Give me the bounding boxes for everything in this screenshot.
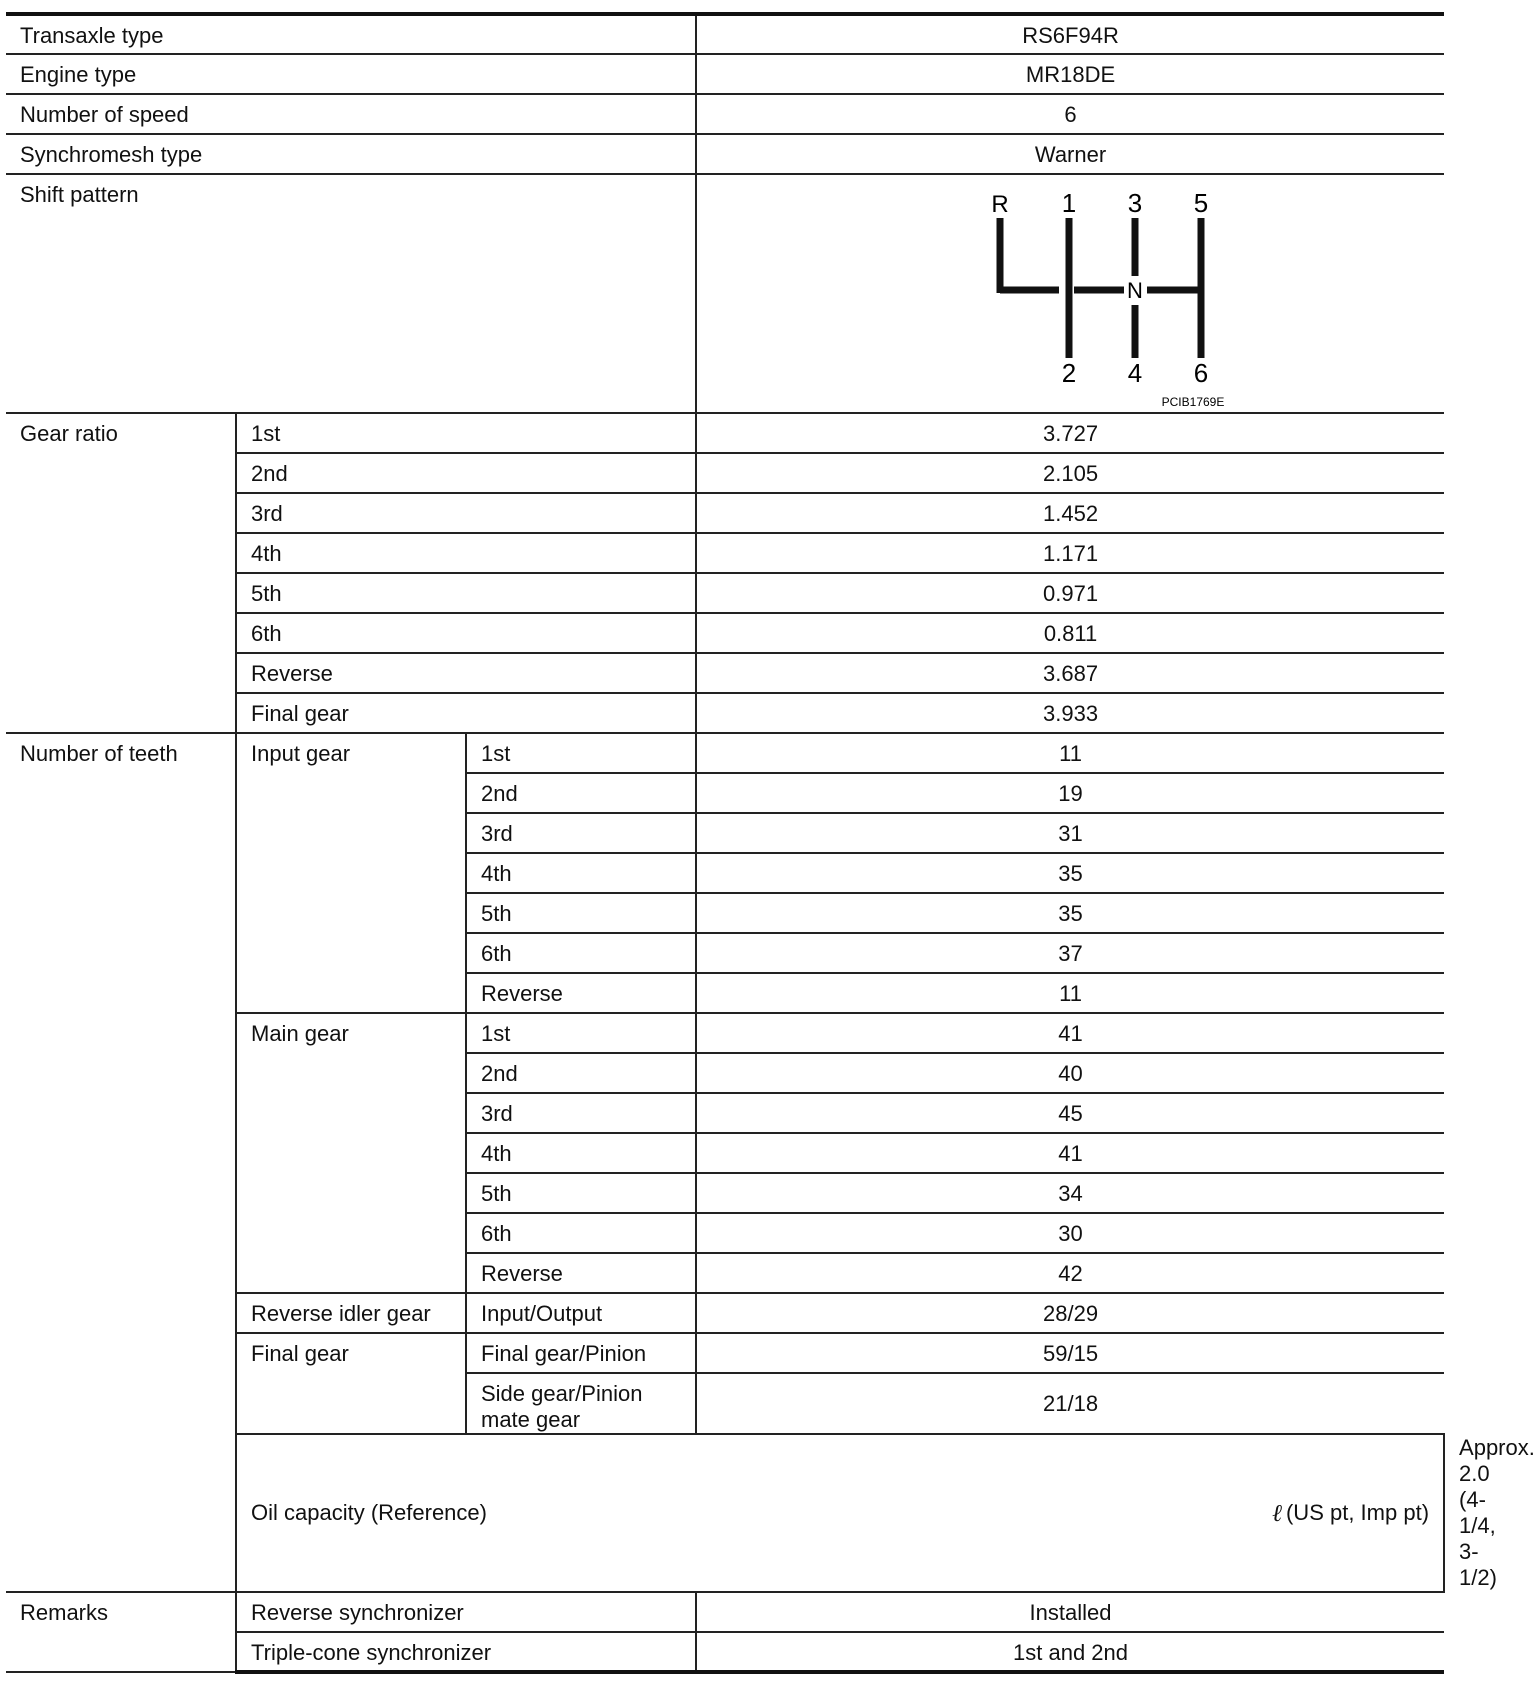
teeth-value: 19 xyxy=(696,773,1444,813)
gear-name: 2nd xyxy=(466,1053,696,1093)
reverse-idler-sub: Input/Output xyxy=(466,1293,696,1333)
remark-value: 1st and 2nd xyxy=(696,1632,1444,1672)
teeth-value: 42 xyxy=(696,1253,1444,1293)
gear-ratio-value: 0.811 xyxy=(696,613,1444,653)
gear-ratio-value: 3.933 xyxy=(696,693,1444,733)
gear-ratio-value: 1.452 xyxy=(696,493,1444,533)
specification-table xyxy=(6,12,1535,1674)
gear-name: 5th xyxy=(466,893,696,933)
side-gear-line-2: mate gear xyxy=(481,1407,581,1432)
gear-name: 6th xyxy=(466,1213,696,1253)
teeth-value: 35 xyxy=(696,893,1444,933)
gear-name: 5th xyxy=(236,573,696,613)
row-label: Number of speed xyxy=(6,94,696,134)
gear-ratio-value: 3.687 xyxy=(696,653,1444,693)
teeth-value: 59/15 xyxy=(696,1333,1444,1373)
gear-name: 1st xyxy=(466,1013,696,1053)
shift-label-5: 5 xyxy=(1193,188,1208,218)
teeth-value: 37 xyxy=(696,933,1444,973)
teeth-value: 41 xyxy=(696,1133,1444,1173)
teeth-value: 11 xyxy=(696,733,1444,773)
gear-name: 3rd xyxy=(466,1093,696,1133)
teeth-label: Number of teeth xyxy=(6,733,236,1592)
shift-label-2: 2 xyxy=(1061,358,1076,388)
gear-name: Reverse xyxy=(466,973,696,1013)
teeth-value: 45 xyxy=(696,1093,1444,1133)
shift-label-1: 1 xyxy=(1061,188,1076,218)
final-gear-label: Final gear xyxy=(236,1333,466,1434)
remarks-label: Remarks xyxy=(6,1592,236,1672)
row-value: 6 xyxy=(696,94,1444,134)
table-row xyxy=(6,54,1444,94)
gear-ratio-value: 3.727 xyxy=(696,413,1444,453)
gear-name: 3rd xyxy=(466,813,696,853)
teeth-value: 31 xyxy=(696,813,1444,853)
teeth-value: 41 xyxy=(696,1013,1444,1053)
shift-label-n: N xyxy=(1126,278,1143,303)
gear-name: 2nd xyxy=(236,453,696,493)
shift-label-4: 4 xyxy=(1127,358,1142,388)
gear-name: 4th xyxy=(466,853,696,893)
gear-name: 1st xyxy=(466,733,696,773)
row-label: Shift pattern xyxy=(6,174,696,413)
teeth-value: 11 xyxy=(696,973,1444,1013)
row-label: Engine type xyxy=(6,54,696,94)
table-row xyxy=(6,94,1444,134)
gear-name: 2nd xyxy=(466,773,696,813)
gear-name: Final gear xyxy=(236,693,696,733)
teeth-value: 30 xyxy=(696,1213,1444,1253)
table-row: Oil capacity (Reference) ℓ (US pt, Imp pt) Approx. 2.0 (4-1/4, 3-1/2) xyxy=(6,1434,1444,1592)
gear-name: 3rd xyxy=(236,493,696,533)
table-row xyxy=(6,733,1444,773)
gear-name: Reverse xyxy=(466,1253,696,1293)
table-row xyxy=(6,1592,1444,1632)
shift-label-3: 3 xyxy=(1127,188,1142,218)
diagram-code: PCIB1769E xyxy=(1161,395,1224,409)
shift-pattern-diagram xyxy=(921,182,1224,412)
liter-symbol: ℓ xyxy=(1271,1498,1282,1527)
table-row xyxy=(6,14,1444,54)
shift-label-6: 6 xyxy=(1193,358,1208,388)
shift-pattern-cell xyxy=(696,174,1444,413)
row-value: MR18DE xyxy=(696,54,1444,94)
table-row xyxy=(6,174,1444,413)
table-row xyxy=(6,413,1444,453)
gear-name: 1st xyxy=(236,413,696,453)
shift-label-r: R xyxy=(990,191,1009,218)
gear-ratio-value: 2.105 xyxy=(696,453,1444,493)
row-label: Synchromesh type xyxy=(6,134,696,174)
remark-item: Triple-cone synchronizer xyxy=(236,1632,696,1672)
side-gear-sub xyxy=(466,1373,696,1434)
gear-ratio-value: 0.971 xyxy=(696,573,1444,613)
teeth-value: 35 xyxy=(696,853,1444,893)
gear-name: 5th xyxy=(466,1173,696,1213)
row-label: Transaxle type xyxy=(6,14,696,54)
row-value: RS6F94R xyxy=(696,14,1444,54)
gear-name: 4th xyxy=(236,533,696,573)
table-row xyxy=(6,134,1444,174)
gear-name: 6th xyxy=(466,933,696,973)
final-gear-sub: Final gear/Pinion xyxy=(466,1333,696,1373)
remark-value: Installed xyxy=(696,1592,1444,1632)
oil-capacity-cell xyxy=(236,1434,1444,1592)
row-value: Warner xyxy=(696,134,1444,174)
gear-name: 4th xyxy=(466,1133,696,1173)
oil-unit: (US pt, Imp pt) xyxy=(1285,1500,1430,1525)
gear-ratio-label: Gear ratio xyxy=(6,413,236,733)
teeth-value: 28/29 xyxy=(696,1293,1444,1333)
oil-capacity-label: Oil capacity (Reference) xyxy=(251,1500,487,1525)
gear-name: Reverse xyxy=(236,653,696,693)
side-gear-line-1: Side gear/Pinion xyxy=(481,1381,643,1406)
teeth-value: 34 xyxy=(696,1173,1444,1213)
teeth-value: 21/18 xyxy=(696,1373,1444,1434)
reverse-idler-label: Reverse idler gear xyxy=(236,1293,466,1333)
teeth-value: 40 xyxy=(696,1053,1444,1093)
input-gear-label: Input gear xyxy=(236,733,466,1013)
main-gear-label: Main gear xyxy=(236,1013,466,1293)
gear-name: 6th xyxy=(236,613,696,653)
gear-ratio-value: 1.171 xyxy=(696,533,1444,573)
remark-item: Reverse synchronizer xyxy=(236,1592,696,1632)
